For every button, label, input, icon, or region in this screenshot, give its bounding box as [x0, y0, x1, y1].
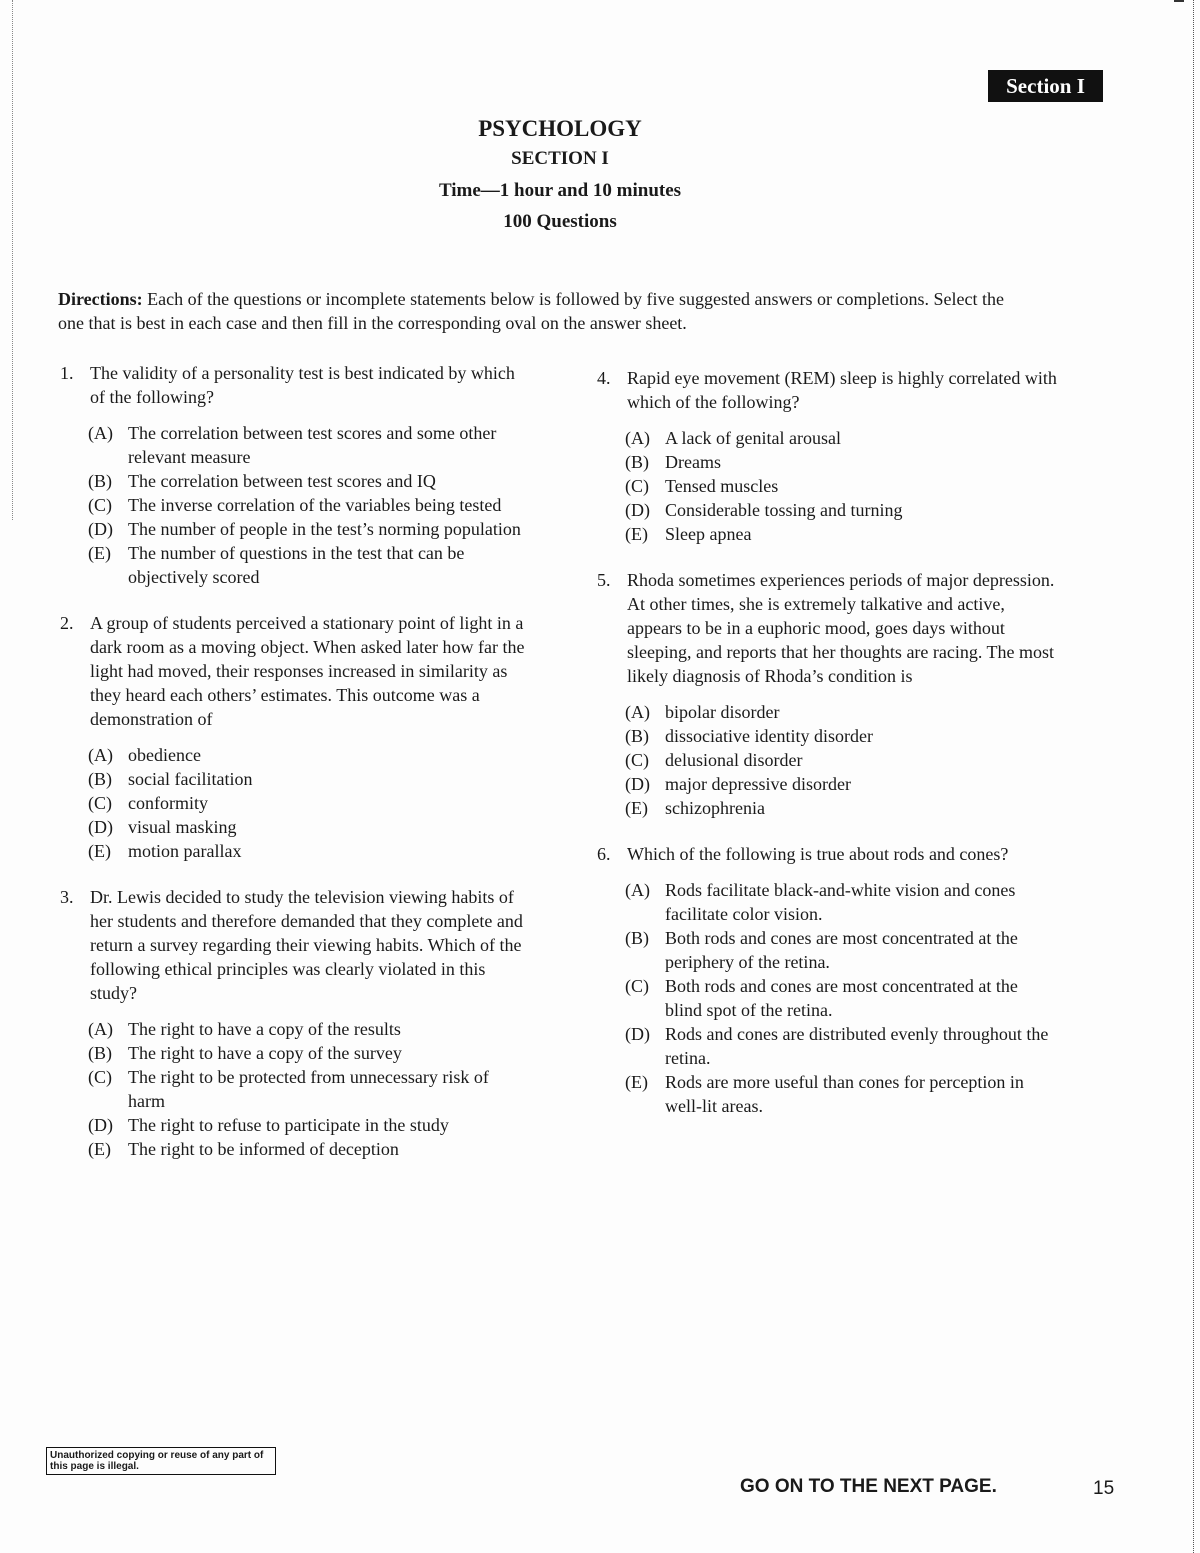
option-text: A lack of genital arousal	[665, 428, 841, 448]
answer-option	[88, 815, 530, 839]
option-letter: (D)	[88, 519, 113, 539]
option-letter: (A)	[88, 745, 113, 765]
option-text: motion parallax	[128, 841, 242, 861]
answer-option	[88, 517, 530, 541]
time-limit: Time—1 hour and 10 minutes	[438, 180, 682, 201]
option-letter: (C)	[625, 476, 649, 496]
option-text: Considerable tossing and turning	[665, 500, 903, 520]
option-text: Sleep apnea	[665, 524, 752, 544]
option-text: The right to be informed of deception	[128, 1139, 399, 1159]
left-column	[60, 361, 530, 1183]
option-text: Both rods and cones are most concentrated at the periphery of the retina.	[665, 928, 1018, 972]
option-letter: (B)	[625, 726, 649, 746]
option-letter: (A)	[88, 423, 113, 443]
question-stem: A group of students perceived a stationary point of light in a dark room as a moving object. When asked later how far the light had moved, their responses increased in similarity as they heard each others’ estimates. This outcome was a demonstration of	[90, 613, 525, 729]
option-letter: (E)	[625, 524, 648, 544]
question-number: 5.	[597, 570, 611, 590]
question-count: 100 Questions	[503, 211, 617, 232]
option-text: The right to be protected from unnecessary risk of harm	[128, 1067, 489, 1111]
question-number: 6.	[597, 844, 611, 864]
answer-option	[625, 474, 1057, 498]
question-stem: Dr. Lewis decided to study the television viewing habits of her students and therefore demanded that they complete and return a survey regarding their viewing habits. Which of the following ethical principles was clearly violated in this study?	[90, 887, 523, 1003]
option-letter: (D)	[625, 774, 650, 794]
answer-option	[625, 796, 1057, 820]
option-letter: (C)	[88, 793, 112, 813]
answer-option	[88, 1137, 530, 1161]
question-4	[597, 366, 1057, 546]
answer-option	[625, 522, 1057, 546]
option-text: Dreams	[665, 452, 721, 472]
scan-edge-right	[1193, 0, 1194, 1553]
question-1	[60, 361, 530, 589]
option-letter: (E)	[88, 543, 111, 563]
answer-option	[625, 926, 1057, 974]
option-letter: (D)	[88, 817, 113, 837]
option-text: The number of questions in the test that can be objectively scored	[128, 543, 465, 587]
option-letter: (D)	[625, 500, 650, 520]
option-letter: (A)	[625, 428, 650, 448]
option-text: dissociative identity disorder	[665, 726, 873, 746]
option-letter: (B)	[625, 452, 649, 472]
option-text: The right to have a copy of the survey	[128, 1043, 402, 1063]
option-text: bipolar disorder	[665, 702, 780, 722]
answer-option	[625, 1070, 1057, 1118]
option-letter: (E)	[88, 841, 111, 861]
answer-option	[625, 426, 1057, 450]
answer-option	[625, 748, 1057, 772]
option-text: The number of people in the test’s norming population	[128, 519, 521, 539]
answer-option	[88, 1113, 530, 1137]
option-text: Rods are more useful than cones for perception in well-lit areas.	[665, 1072, 1024, 1116]
question-number: 2.	[60, 613, 74, 633]
option-text: schizophrenia	[665, 798, 765, 818]
answer-option	[88, 1041, 530, 1065]
answer-option	[88, 791, 530, 815]
answer-option	[88, 743, 530, 767]
answer-option	[625, 974, 1057, 1022]
answer-option	[88, 469, 530, 493]
option-letter: (C)	[625, 750, 649, 770]
question-number: 1.	[60, 363, 74, 383]
option-letter: (E)	[625, 798, 648, 818]
section-tab: Section I	[988, 70, 1103, 102]
option-letter: (A)	[88, 1019, 113, 1039]
option-text: The inverse correlation of the variables being tested	[128, 495, 502, 515]
answer-option	[88, 1017, 530, 1041]
directions-label: Directions:	[58, 289, 143, 309]
option-text: social facilitation	[128, 769, 253, 789]
option-letter: (B)	[88, 1043, 112, 1063]
option-letter: (A)	[625, 702, 650, 722]
option-letter: (C)	[625, 976, 649, 996]
option-text: The correlation between test scores and some other relevant measure	[128, 423, 497, 467]
section-heading: SECTION I	[511, 148, 609, 169]
option-text: Rods facilitate black-and-white vision and cones facilitate color vision.	[665, 880, 1016, 924]
directions	[58, 287, 1018, 335]
question-6	[597, 842, 1057, 1118]
question-number: 4.	[597, 368, 611, 388]
option-text: visual masking	[128, 817, 237, 837]
option-text: Both rods and cones are most concentrated at the blind spot of the retina.	[665, 976, 1018, 1020]
copyright-notice: Unauthorized copying or reuse of any part of this page is illegal.	[46, 1447, 276, 1475]
answer-option	[625, 878, 1057, 926]
option-letter: (E)	[88, 1139, 111, 1159]
option-text: Rods and cones are distributed evenly throughout the retina.	[665, 1024, 1049, 1068]
scan-edge-left	[12, 0, 13, 520]
page-number: 15	[1093, 1478, 1115, 1499]
directions-text: Each of the questions or incomplete statements below is followed by five suggested answers or completions. Select the one that is best in each case and then fill in the corresponding oval on the answer sheet.	[58, 289, 1004, 333]
page-title: PSYCHOLOGY	[478, 116, 642, 141]
question-3	[60, 885, 530, 1161]
answer-option	[88, 493, 530, 517]
option-letter: (D)	[625, 1024, 650, 1044]
option-text: The right to have a copy of the results	[128, 1019, 401, 1039]
answer-option	[88, 839, 530, 863]
scan-corner-mark	[1174, 0, 1184, 2]
option-text: major depressive disorder	[665, 774, 851, 794]
answer-option	[625, 1022, 1057, 1070]
answer-option	[625, 498, 1057, 522]
answer-option	[88, 421, 530, 469]
answer-option	[625, 700, 1057, 724]
option-text: delusional disorder	[665, 750, 803, 770]
answer-option	[88, 1065, 530, 1113]
question-stem: Rapid eye movement (REM) sleep is highly correlated with which of the following?	[627, 368, 1057, 412]
right-column	[597, 366, 1057, 1140]
option-letter: (B)	[88, 471, 112, 491]
question-2	[60, 611, 530, 863]
option-letter: (A)	[625, 880, 650, 900]
option-letter: (E)	[625, 1072, 648, 1092]
go-on-instruction: GO ON TO THE NEXT PAGE.	[740, 1476, 997, 1497]
answer-option	[625, 450, 1057, 474]
option-text: The right to refuse to participate in the study	[128, 1115, 449, 1135]
option-text: Tensed muscles	[665, 476, 779, 496]
answer-option	[625, 772, 1057, 796]
option-text: obedience	[128, 745, 201, 765]
question-stem: Which of the following is true about rods and cones?	[627, 844, 1009, 864]
question-5	[597, 568, 1057, 820]
option-letter: (B)	[625, 928, 649, 948]
question-stem: The validity of a personality test is best indicated by which of the following?	[90, 363, 515, 407]
answer-option	[88, 767, 530, 791]
option-text: The correlation between test scores and IQ	[128, 471, 436, 491]
answer-option	[88, 541, 530, 589]
option-text: conformity	[128, 793, 208, 813]
option-letter: (B)	[88, 769, 112, 789]
question-stem: Rhoda sometimes experiences periods of major depression. At other times, she is extremely talkative and active, appears to be in a euphoric mood, goes days without sleeping, and reports that her thoughts are racing. The most likely diagnosis of Rhoda’s condition is	[627, 570, 1055, 686]
answer-option	[625, 724, 1057, 748]
option-letter: (C)	[88, 1067, 112, 1087]
option-letter: (C)	[88, 495, 112, 515]
option-letter: (D)	[88, 1115, 113, 1135]
question-number: 3.	[60, 887, 74, 907]
